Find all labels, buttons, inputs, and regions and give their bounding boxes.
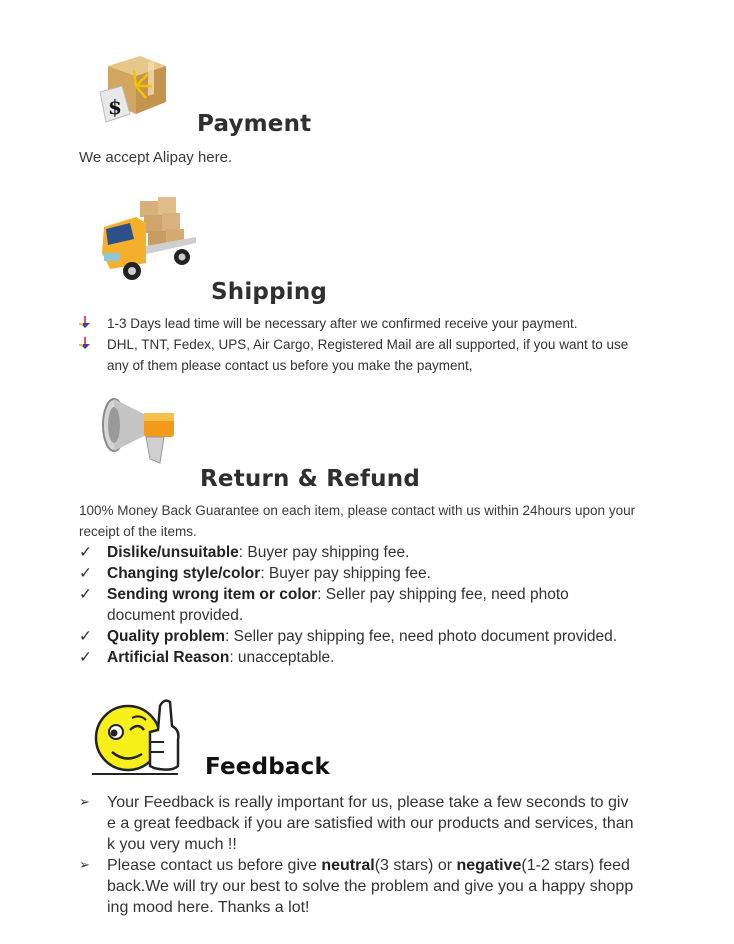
check-icon: ✓ xyxy=(79,544,92,561)
megaphone-icon xyxy=(100,397,190,467)
refund-title: Return & Refund xyxy=(200,466,420,492)
check-icon: ✓ xyxy=(79,649,92,666)
payment-text: We accept Alipay here. xyxy=(79,149,233,166)
shipping-list xyxy=(79,313,639,376)
smiley-thumbs-up-icon xyxy=(92,696,182,776)
feedback-title: Feedback xyxy=(205,754,330,780)
payment-title: Payment xyxy=(197,111,312,137)
list-item: ✓ Sending wrong item or color: Seller pay shipping fee, need photo document provided. xyxy=(79,586,569,624)
delivery-truck-icon xyxy=(100,193,200,285)
arrowhead-bullet-icon: ➢ xyxy=(79,858,90,873)
shipping-title: Shipping xyxy=(211,279,328,305)
list-item: ➢ Your Feedback is really important for us, please take a few seconds to give a great feedback if you are satisfied with our products and services, thank you very much !! xyxy=(79,794,634,853)
package-dollar-icon xyxy=(96,52,172,124)
list-item: ✓ Quality problem: Seller pay shipping fee, need photo document provided. xyxy=(79,628,618,645)
arrow-down-bullet-icon xyxy=(79,313,91,336)
list-item: 1-3 Days lead time will be necessary after we confirmed receive your payment. xyxy=(79,313,639,334)
list-item: ➢ Please contact us before give neutral(3 stars) or negative(1-2 stars) feedback.We will try our best to solve the problem and give you a happy shopping mood here. Thanks a lot! xyxy=(79,857,634,916)
list-item: ✓ Dislike/unsuitable: Buyer pay shipping fee. xyxy=(79,544,410,561)
arrow-down-bullet-icon xyxy=(79,334,91,357)
svg-text:$: $ xyxy=(108,95,122,119)
check-icon: ✓ xyxy=(79,628,92,645)
feedback-list xyxy=(79,792,635,918)
list-item: ✓ Artificial Reason: unacceptable. xyxy=(79,649,335,666)
refund-list xyxy=(79,542,649,668)
arrowhead-bullet-icon: ➢ xyxy=(79,795,90,810)
list-item: ✓ Changing style/color: Buyer pay shipping fee. xyxy=(79,565,431,582)
refund-intro: 100% Money Back Guarantee on each item, please contact with us within 24hours upon your receipt of the items. xyxy=(79,503,636,539)
list-item: DHL, TNT, Fedex, UPS, Air Cargo, Registered Mail are all supported, if you want to use any of them please contact us before you make the payment, xyxy=(79,334,639,376)
check-icon: ✓ xyxy=(79,586,92,603)
check-icon: ✓ xyxy=(79,565,92,582)
